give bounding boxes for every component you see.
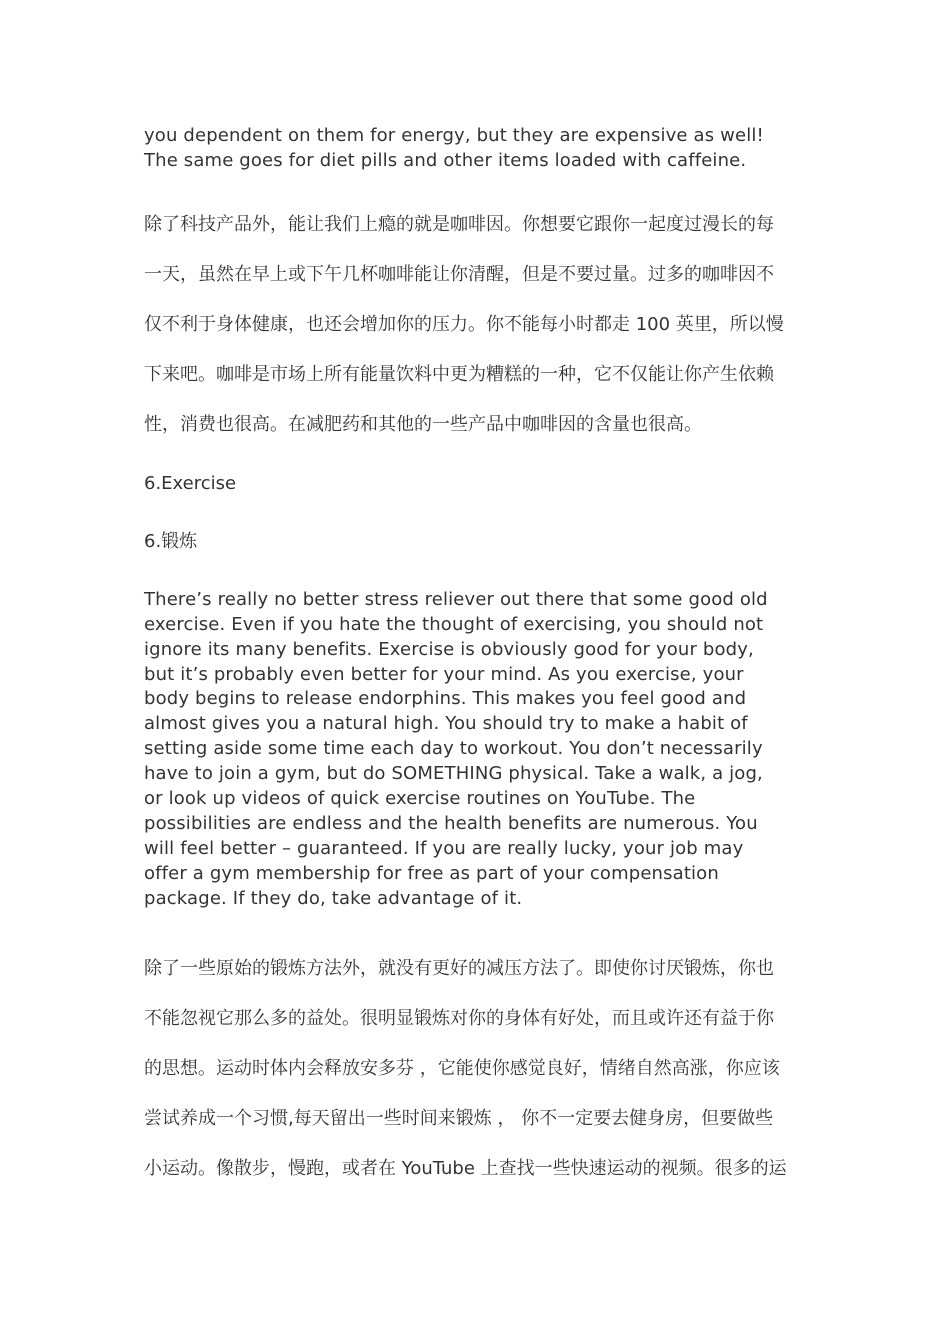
document-body (144, 124, 810, 1194)
spacer (144, 450, 810, 472)
paragraph-caffeine-zh: 除了科技产品外，能让我们上瘾的就是咖啡因。你想要它跟你一起度过漫长的每 一天，虽然在早上或下午几杯咖啡能让你清醒，但是不要过量。过多的咖啡因不 仅不利于身体健康，也还会增加你的压力。你不能每小时都走 100 英里，所以慢 下来吧。咖啡是市场上所有能量饮料中更为糟糕的一种，它不仅能让你产生依赖 性，消费也很高。在减肥药和其他的一些产品中咖啡因的含量也很高。 (144, 213, 784, 435)
spacer (144, 174, 810, 200)
spacer (144, 554, 810, 588)
paragraph-exercise-en: There’s really no better stress reliever out there that some good old exercise. Even if you hate the thought of exercising, you should not ignore its many benefits. Exercise is obviously good for your body, but it’s probably even better for your mind. As you exercise, your body begins to release endorphins. This makes you feel good and almost gives you a natural high. You should try to make a habit of setting aside some time each day to workout. You don’t necessarily have to join a gym, but do SOMETHING physical. Take a walk, a jog, or look up videos of quick exercise routines on YouTube. The possibilities are endless and the health benefits are numerous. You will feel better – guaranteed. If you are really lucky, your job may offer a gym membership for free as part of your compensation package. If they do, take advantage of it. (144, 588, 768, 909)
paragraph-caffeine-en: you dependent on them for energy, but they are expensive as well! The same goes for diet pills and other items loaded with caffeine. (144, 125, 764, 171)
spacer (144, 496, 810, 530)
spacer (144, 912, 810, 944)
paragraph-exercise-zh: 除了一些原始的锻炼方法外，就没有更好的减压方法了。即使你讨厌锻炼，你也 不能忽视它那么多的益处。很明显锻炼对你的身体有好处，而且或许还有益于你 的思想。运动时体内会释放安多芬 ，它能使你感觉良好，情绪自然高涨，你应该 尝试养成一个习惯,每天留出一些时间来锻炼 ， 你不一定要去健身房，但要做些 小运动。像散步，慢跑，或者在 YouTube 上查找一些快速运动的视频。很多的运 (144, 957, 787, 1179)
section-heading-en: 6.Exercise (144, 472, 237, 494)
section-heading-zh: 6.锻炼 (144, 530, 198, 552)
